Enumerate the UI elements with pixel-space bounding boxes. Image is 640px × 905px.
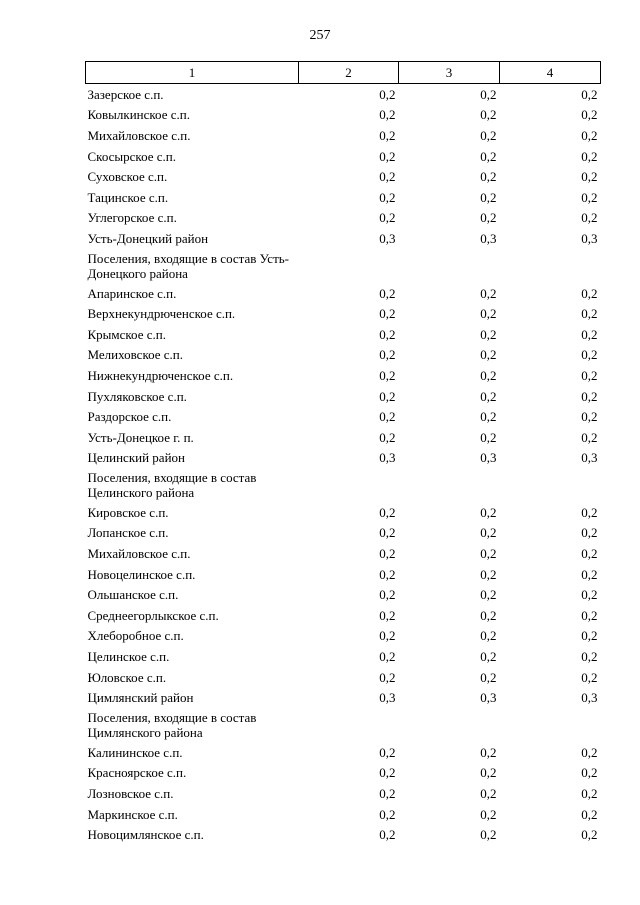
data-table [85,61,601,845]
value-cell-col-3 [399,708,500,742]
value-cell-col-2: 0,2 [379,285,396,301]
value-cell-col-2: 0,3 [379,450,396,466]
value-cell-col-3: 0,2 [480,148,497,164]
table-row [86,448,601,469]
value-cell-col-2: 0,2 [379,669,396,685]
value-cell-col-3: 0,2 [480,189,497,205]
table-row [86,406,601,427]
row-name-cell: Среднеегорлыкское с.п. [87,607,219,623]
value-cell-col-3: 0,2 [480,326,497,342]
value-cell-col-2 [299,249,399,283]
value-cell-col-4: 0,2 [581,628,598,644]
column-header-2: 2 [299,62,399,84]
value-cell-col-3: 0,2 [480,607,497,623]
table-row [86,763,601,784]
value-cell-col-3 [399,468,500,502]
value-cell-col-4 [500,249,601,283]
table-row [86,427,601,448]
value-cell-col-2: 0,2 [379,127,396,143]
table-row [86,125,601,146]
table-row [86,646,601,667]
value-cell-col-3: 0,2 [480,169,497,185]
table-row [86,249,601,283]
row-name-cell: Усть-Донецкое г. п. [87,429,194,445]
row-name-cell: Михайловское с.п. [87,546,191,562]
table-row [86,208,601,229]
table-row [86,564,601,585]
row-name-cell: Калининское с.п. [87,744,183,760]
value-cell-col-4: 0,2 [581,189,598,205]
value-cell-col-3: 0,2 [480,504,497,520]
value-cell-col-2: 0,2 [379,409,396,425]
value-cell-col-2: 0,2 [379,429,396,445]
row-name-cell: Новоцимлянское с.п. [87,827,204,843]
table-row [86,584,601,605]
table-row [86,386,601,407]
value-cell-col-4: 0,2 [581,306,598,322]
page-number: 257 [309,28,331,43]
table-row [86,228,601,249]
value-cell-col-3: 0,2 [480,765,497,781]
row-name-cell: Тацинское с.п. [87,189,169,205]
value-cell-col-3: 0,3 [480,690,497,706]
value-cell-col-4: 0,2 [581,649,598,665]
table-row [86,146,601,167]
table-row [86,324,601,345]
row-name-cell: Поселения, входящие в состав Цимлянского района [87,710,257,741]
value-cell-col-2: 0,2 [379,210,396,226]
value-cell-col-2: 0,2 [379,107,396,123]
value-cell-col-4 [500,468,601,502]
value-cell-col-4: 0,2 [581,504,598,520]
value-cell-col-2: 0,2 [379,525,396,541]
value-cell-col-2: 0,2 [379,347,396,363]
value-cell-col-4: 0,2 [581,786,598,802]
value-cell-col-4: 0,2 [581,607,598,623]
column-header-4: 4 [500,62,601,84]
row-name-cell: Цимлянский район [87,690,194,706]
value-cell-col-2: 0,3 [379,230,396,246]
value-cell-col-4: 0,2 [581,525,598,541]
table-row [86,166,601,187]
row-name-cell: Поселения, входящие в состав Усть-Донецкого района [87,250,290,281]
table-row [86,303,601,324]
value-cell-col-2: 0,2 [379,649,396,665]
table-row [86,365,601,386]
value-cell-col-3: 0,3 [480,450,497,466]
value-cell-col-3: 0,3 [480,230,497,246]
table-row [86,804,601,825]
row-name-cell: Маркинское с.п. [87,806,178,822]
value-cell-col-3: 0,2 [480,525,497,541]
value-cell-col-3: 0,2 [480,86,497,102]
table-row [86,824,601,845]
value-cell-col-4: 0,2 [581,347,598,363]
column-header-1: 1 [86,62,299,84]
value-cell-col-4: 0,2 [581,210,598,226]
table-row [86,187,601,208]
value-cell-col-4: 0,2 [581,367,598,383]
row-name-cell: Скосырское с.п. [87,148,176,164]
value-cell-col-3: 0,2 [480,388,497,404]
value-cell-col-3: 0,2 [480,649,497,665]
value-cell-col-3: 0,2 [480,587,497,603]
table-row [86,783,601,804]
value-cell-col-2: 0,2 [379,806,396,822]
value-cell-col-3: 0,2 [480,827,497,843]
value-cell-col-3: 0,2 [480,127,497,143]
value-cell-col-4: 0,2 [581,169,598,185]
value-cell-col-3: 0,2 [480,546,497,562]
value-cell-col-4: 0,3 [581,690,598,706]
value-cell-col-4: 0,2 [581,566,598,582]
value-cell-col-2: 0,2 [379,744,396,760]
value-cell-col-4: 0,2 [581,765,598,781]
value-cell-col-3: 0,2 [480,786,497,802]
table-row [86,502,601,523]
value-cell-col-4: 0,2 [581,827,598,843]
row-name-cell: Лопанское с.п. [87,525,169,541]
row-name-cell: Юловское с.п. [87,669,167,685]
value-cell-col-2: 0,2 [379,827,396,843]
value-cell-col-2: 0,2 [379,607,396,623]
value-cell-col-3: 0,2 [480,210,497,226]
value-cell-col-3: 0,2 [480,409,497,425]
value-cell-col-2: 0,2 [379,546,396,562]
value-cell-col-3: 0,2 [480,347,497,363]
value-cell-col-3: 0,2 [480,669,497,685]
row-name-cell: Углегорское с.п. [87,210,177,226]
row-name-cell: Целинский район [87,450,185,466]
value-cell-col-4: 0,2 [581,744,598,760]
value-cell-col-4: 0,3 [581,230,598,246]
value-cell-col-2: 0,2 [379,86,396,102]
value-cell-col-4: 0,2 [581,669,598,685]
value-cell-col-4: 0,2 [581,587,598,603]
row-name-cell: Зазерское с.п. [87,86,164,102]
value-cell-col-3: 0,2 [480,566,497,582]
row-name-cell: Новоцелинское с.п. [87,566,196,582]
table-row [86,543,601,564]
row-name-cell: Хлеборобное с.п. [87,628,184,644]
value-cell-col-4: 0,2 [581,107,598,123]
row-name-cell: Красноярское с.п. [87,765,187,781]
row-name-cell: Крымское с.п. [87,326,166,342]
value-cell-col-3: 0,2 [480,429,497,445]
table-row [86,687,601,708]
value-cell-col-2: 0,2 [379,765,396,781]
row-name-cell: Ковылкинское с.п. [87,107,190,123]
value-cell-col-3: 0,2 [480,367,497,383]
value-cell-col-4: 0,2 [581,429,598,445]
row-name-cell: Раздорское с.п. [87,409,172,425]
value-cell-col-2: 0,2 [379,786,396,802]
value-cell-col-3: 0,2 [480,628,497,644]
value-cell-col-4: 0,2 [581,148,598,164]
value-cell-col-2: 0,2 [379,148,396,164]
value-cell-col-2: 0,2 [379,388,396,404]
value-cell-col-2: 0,2 [379,367,396,383]
table-row [86,605,601,626]
row-name-cell: Апаринское с.п. [87,285,177,301]
value-cell-col-3: 0,2 [480,107,497,123]
value-cell-col-2: 0,2 [379,628,396,644]
value-cell-col-3: 0,2 [480,306,497,322]
value-cell-col-3: 0,2 [480,285,497,301]
value-cell-col-2: 0,2 [379,306,396,322]
value-cell-col-2: 0,2 [379,169,396,185]
value-cell-col-3: 0,2 [480,806,497,822]
table-row [86,523,601,544]
table-row [86,742,601,763]
table-row [86,105,601,126]
value-cell-col-4: 0,2 [581,409,598,425]
row-name-cell: Лозновское с.п. [87,786,174,802]
column-header-3: 3 [399,62,500,84]
value-cell-col-2: 0,2 [379,189,396,205]
table-row [86,626,601,647]
value-cell-col-2: 0,2 [379,504,396,520]
table-header-row [86,62,601,84]
value-cell-col-2 [299,708,399,742]
table-row [86,84,601,105]
value-cell-col-2: 0,2 [379,566,396,582]
value-cell-col-3: 0,2 [480,744,497,760]
row-name-cell: Нижнекундрюченское с.п. [87,367,234,383]
row-name-cell: Ольшанское с.п. [87,587,179,603]
value-cell-col-4: 0,2 [581,806,598,822]
value-cell-col-4: 0,2 [581,388,598,404]
table-row [86,667,601,688]
value-cell-col-4: 0,2 [581,86,598,102]
row-name-cell: Суховское с.п. [87,169,168,185]
row-name-cell: Усть-Донецкий район [87,230,209,246]
row-name-cell: Верхнекундрюченское с.п. [87,306,236,322]
value-cell-col-2: 0,2 [379,326,396,342]
value-cell-col-2: 0,2 [379,587,396,603]
value-cell-col-4: 0,2 [581,285,598,301]
value-cell-col-2 [299,468,399,502]
row-name-cell: Целинское с.п. [87,649,170,665]
value-cell-col-3 [399,249,500,283]
row-name-cell: Пухляковское с.п. [87,388,187,404]
row-name-cell: Поселения, входящие в состав Целинского района [87,470,257,501]
value-cell-col-4: 0,2 [581,326,598,342]
row-name-cell: Кировское с.п. [87,504,169,520]
value-cell-col-2: 0,3 [379,690,396,706]
table-row [86,345,601,366]
table-row [86,708,601,742]
value-cell-col-4: 0,2 [581,127,598,143]
row-name-cell: Мелиховское с.п. [87,347,184,363]
value-cell-col-4: 0,2 [581,546,598,562]
value-cell-col-4 [500,708,601,742]
row-name-cell: Михайловское с.п. [87,127,191,143]
table-row [86,283,601,304]
table-row [86,468,601,502]
value-cell-col-4: 0,3 [581,450,598,466]
